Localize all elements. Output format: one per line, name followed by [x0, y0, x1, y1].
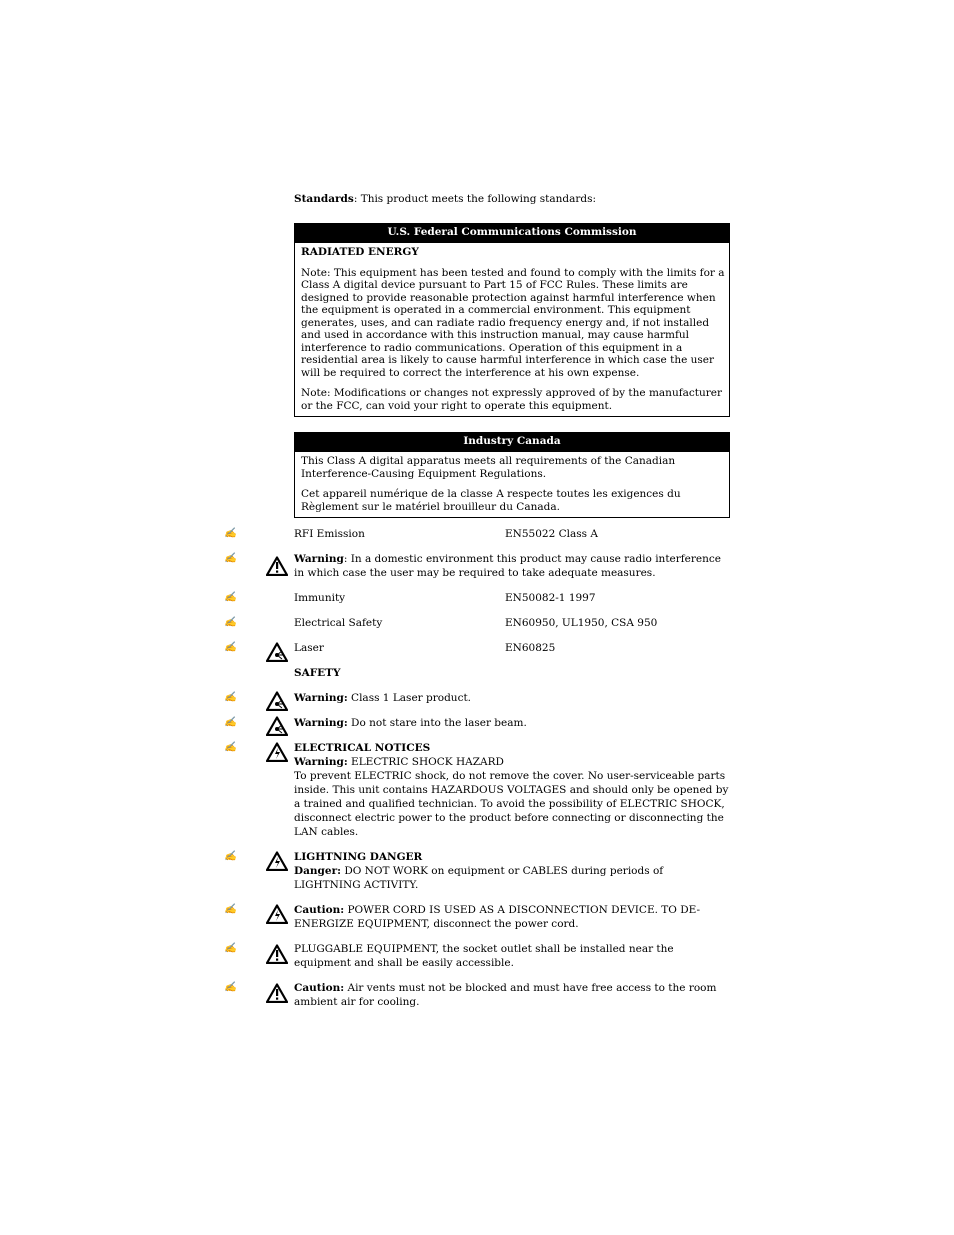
fcc-box: [294, 223, 730, 417]
laser-icon: [266, 691, 288, 711]
canada-note-1: This Class A digital apparatus meets all requirements of the Canadian Interference-Causing Equipment Regulations.: [301, 455, 676, 480]
fcc-note-2: Note: Modifications or changes not expressly approved of by the manufacturer or the FCC, can void your right to operate this equipment.: [301, 387, 722, 412]
rfi-warning-label: Warning: [294, 553, 344, 565]
bullet-icon: ✍: [224, 617, 237, 628]
bullet-icon: ✍: [224, 851, 237, 862]
lightning-danger-text: DO NOT WORK on equipment or CABLES during periods of LIGHTNING ACTIVITY.: [294, 865, 664, 891]
laser-warning-2: [294, 716, 730, 730]
bullet-icon: ✍: [224, 717, 237, 728]
bullet-icon: ✍: [224, 904, 237, 915]
laser-icon: [266, 642, 288, 662]
air-vents-label: Caution:: [294, 982, 345, 994]
standards-label: Standards: [294, 193, 354, 205]
immunity-value: EN50082-1 1997: [505, 592, 596, 604]
canada-note-2: Cet appareil numérique de la classe A respecte toutes les exigences du Règlement sur le matériel brouilleur du Canada.: [301, 488, 681, 513]
lightning-danger-label: Danger:: [294, 865, 341, 877]
lightning-icon: [266, 851, 288, 871]
laser-warning-2-text: Do not stare into the laser beam.: [347, 717, 527, 729]
air-vents-caution: [294, 981, 730, 1009]
warning-icon: [266, 944, 288, 964]
warning-icon: [266, 556, 288, 576]
rfi-warning: [294, 552, 730, 580]
lightning-danger: [294, 850, 730, 892]
electric-shock-icon: [266, 742, 288, 762]
laser-warning-2-label: Warning:: [294, 717, 348, 729]
power-cord-text: POWER CORD IS USED AS A DISCONNECTION DEVICE. TO DE-ENERGIZE EQUIPMENT, disconnect the power cord.: [294, 904, 701, 930]
laser-label: Laser: [294, 642, 324, 654]
laser-warning-1: [294, 691, 730, 705]
immunity-label: Immunity: [294, 592, 346, 604]
lightning-heading: LIGHTNING DANGER: [294, 851, 423, 863]
power-cord-caution: [294, 903, 730, 931]
rfi-value: EN55022 Class A: [505, 528, 598, 540]
electrical-safety-label: Electrical Safety: [294, 617, 383, 629]
safety-heading: SAFETY: [294, 667, 341, 679]
fcc-subtitle: RADIATED ENERGY: [301, 246, 419, 258]
electrical-heading: ELECTRICAL NOTICES: [294, 742, 431, 754]
bullet-icon: ✍: [224, 553, 237, 564]
pluggable-notice: PLUGGABLE EQUIPMENT, the socket outlet shall be installed near the equipment and shall be easily accessible.: [294, 943, 674, 969]
canada-box: [294, 432, 730, 518]
canada-title: Industry Canada: [295, 433, 729, 452]
bullet-icon: ✍: [224, 742, 237, 753]
electrical-safety-value: EN60950, UL1950, CSA 950: [505, 617, 658, 629]
laser-value: EN60825: [505, 642, 556, 654]
bullet-icon: ✍: [224, 692, 237, 703]
fcc-title: U.S. Federal Communications Commission: [295, 224, 729, 243]
laser-warning-1-label: Warning:: [294, 692, 348, 704]
rfi-label: RFI Emission: [294, 528, 365, 540]
air-vents-text: Air vents must not be blocked and must have free access to the room ambient air for cooling.: [294, 982, 717, 1008]
fcc-note-1: Note: This equipment has been tested and found to comply with the limits for a Class A digital device pursuant to Part 15 of FCC Rules. These limits are designed to provide reasonable protection against harmful interference when the equipment is operated in a commercial environment. This equipment generates, uses, and can radiate radio frequency energy and, if not installed and used in accordance with this instruction manual, may cause harmful interference to radio communications. Operation of this equipment in a residential area is likely to cause harmful interference in which case the user will be required to correct the interference at his own expense.: [301, 266, 725, 379]
bullet-icon: ✍: [224, 642, 237, 653]
electrical-warning-text: ELECTRIC SHOCK HAZARD: [347, 756, 504, 768]
electric-shock-icon: [266, 904, 288, 924]
bullet-icon: ✍: [224, 982, 237, 993]
electrical-warning-label: Warning:: [294, 756, 348, 768]
standards-text: : This product meets the following standards:: [353, 193, 597, 205]
bullet-icon: ✍: [224, 592, 237, 603]
standards-intro: [294, 193, 596, 205]
electrical-notices: [294, 741, 730, 839]
laser-icon: [266, 716, 288, 736]
laser-warning-1-text: Class 1 Laser product.: [347, 692, 472, 704]
bullet-icon: ✍: [224, 943, 237, 954]
bullet-icon: ✍: [224, 528, 237, 539]
electrical-body: To prevent ELECTRIC shock, do not remove the cover. No user-serviceable parts inside. This unit contains HAZARDOUS VOLTAGES and should only be opened by a trained and qualified technician. To avoid the possibility of ELECTRIC SHOCK, disconnect electric power to the product before connecting or disconnecting the LAN cables.: [294, 770, 729, 838]
power-cord-label: Caution:: [294, 904, 345, 916]
warning-icon: [266, 983, 288, 1003]
rfi-warning-text: : In a domestic environment this product may cause radio interference in which case the user may be required to take adequate measures.: [294, 553, 721, 579]
